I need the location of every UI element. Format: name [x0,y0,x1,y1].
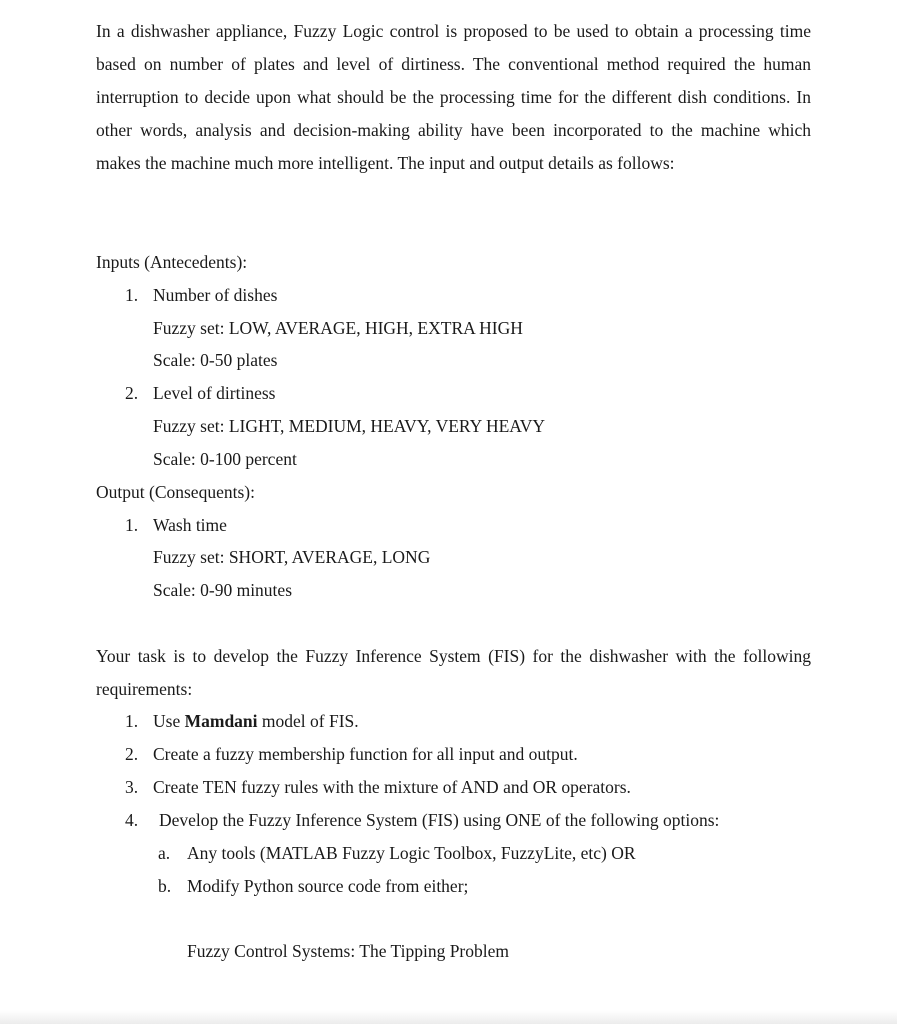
input-1-name: Number of dishes [153,285,278,305]
input-2-scale: Scale: 0-100 percent [153,449,297,469]
output-1-fuzzy-set: Fuzzy set: SHORT, AVERAGE, LONG [153,547,431,567]
input-2-name: Level of dirtiness [153,383,276,403]
requirement-2-text: Create a fuzzy membership function for all input and output. [153,744,578,764]
inputs-heading: Inputs (Antecedents): [96,252,248,272]
requirement-3-text: Create TEN fuzzy rules with the mixture of AND and OR operators. [153,777,631,797]
requirement-4-text: Develop the Fuzzy Inference System (FIS) using ONE of the following options: [159,810,720,830]
output-1-name: Wash time [153,515,227,535]
requirement-3-number: 3. [125,777,139,797]
input-1-scale: Scale: 0-50 plates [153,350,278,370]
requirement-1-prefix: Use [153,711,185,731]
output-1-scale: Scale: 0-90 minutes [153,580,293,600]
requirement-1-number: 1. [125,711,139,731]
requirement-1-text [153,711,359,731]
option-b-text: Modify Python source code from either; [187,876,469,896]
output-1-number: 1. [125,515,139,535]
input-1-number: 1. [125,285,139,305]
mamdani-emphasis: Mamdani [184,711,258,731]
output-heading: Output (Consequents): [96,482,255,502]
input-2-fuzzy-set: Fuzzy set: LIGHT, MEDIUM, HEAVY, VERY HEAVY [153,416,545,436]
requirement-2-number: 2. [125,744,139,764]
option-a-letter: a. [158,843,171,863]
option-a-text: Any tools (MATLAB Fuzzy Logic Toolbox, FuzzyLite, etc) OR [187,843,636,863]
input-1-fuzzy-set: Fuzzy set: LOW, AVERAGE, HIGH, EXTRA HIGH [153,318,523,338]
task-paragraph: Your task is to develop the Fuzzy Inference System (FIS) for the dishwasher with the following requirements: [96,646,811,699]
page-bottom-edge [0,1010,897,1024]
reference-title: Fuzzy Control Systems: The Tipping Problem [187,941,509,961]
input-2-number: 2. [125,383,139,403]
intro-paragraph: In a dishwasher appliance, Fuzzy Logic control is proposed to be used to obtain a processing time based on number of plates and level of dirtiness. The conventional method required the human interruption to decide upon what should be the processing time for the different dish conditions. In other words, analysis and decision-making ability have been incorporated to the machine which makes the machine much more intelligent. The input and output details as follows: [96,21,811,173]
requirement-1-suffix: model of FIS. [257,711,359,731]
option-b-letter: b. [158,876,172,896]
requirement-4-number: 4. [125,810,139,830]
